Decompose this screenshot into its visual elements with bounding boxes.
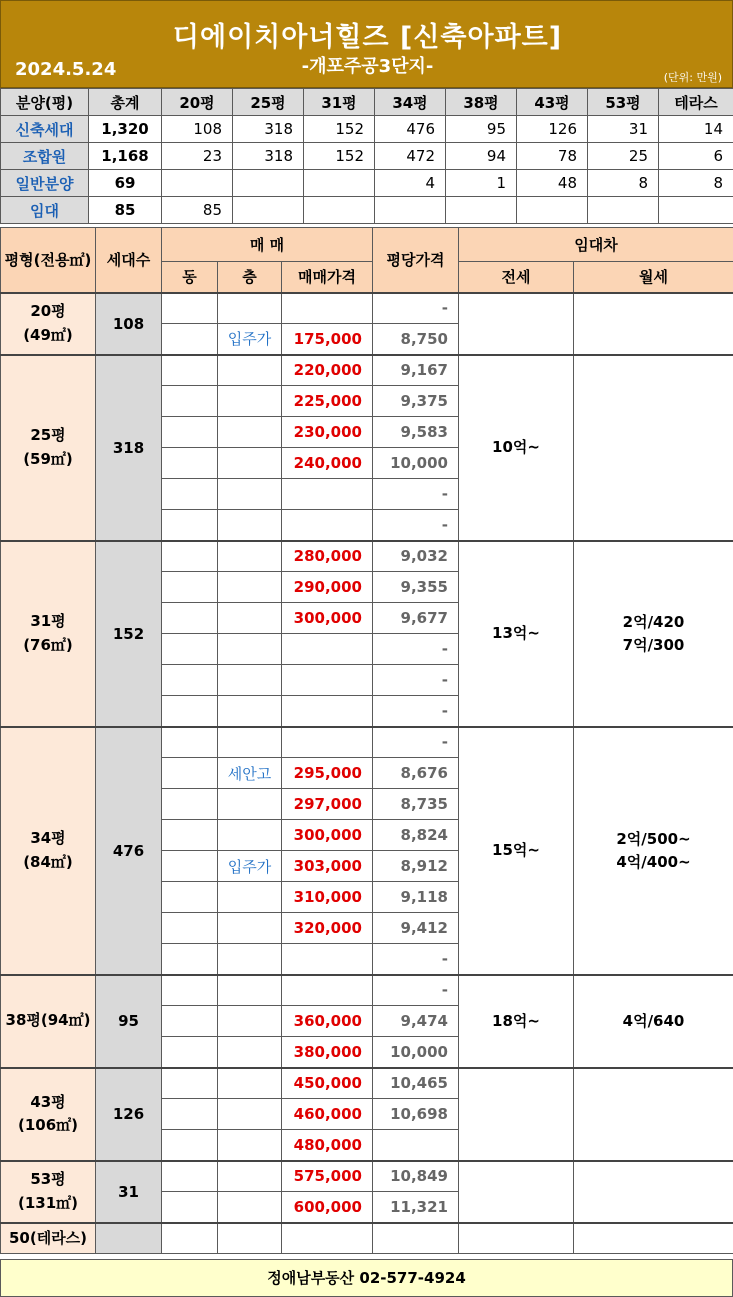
- unit-type-cell: 31평 (76㎡): [1, 541, 96, 727]
- sale-price-cell: [282, 696, 373, 727]
- summary-cell: [659, 197, 733, 224]
- summary-cell: 48: [517, 170, 588, 197]
- summary-cell: 78: [517, 143, 588, 170]
- summary-cell: [375, 197, 446, 224]
- per-pyeong-price-cell: 10,000: [373, 448, 459, 479]
- floor-cell: [218, 572, 282, 603]
- summary-cell: [517, 197, 588, 224]
- jeonse-cell: [459, 1161, 574, 1223]
- dong-cell: [162, 479, 218, 510]
- summary-row-label: 조합원: [1, 143, 89, 170]
- wolse-cell: [574, 1161, 733, 1223]
- summary-cell: [304, 170, 375, 197]
- dong-cell: [162, 789, 218, 820]
- per-pyeong-price-cell: 8,750: [373, 324, 459, 355]
- floor-cell: [218, 882, 282, 913]
- summary-cell: [233, 170, 304, 197]
- page-title: 디에이치아너힐즈 [신축아파트]: [172, 22, 563, 53]
- dong-cell: [162, 541, 218, 572]
- unit-type-cell: 50(테라스): [1, 1223, 96, 1254]
- summary-header-cell: 38평: [446, 89, 517, 116]
- per-pyeong-price-cell: 10,000: [373, 1037, 459, 1068]
- sale-price-cell: 240,000: [282, 448, 373, 479]
- sale-price-cell: 320,000: [282, 913, 373, 944]
- summary-cell: 476: [375, 116, 446, 143]
- floor-cell: 세안고: [218, 758, 282, 789]
- wolse-cell: 4억/640: [574, 975, 733, 1068]
- floor-cell: [218, 448, 282, 479]
- dong-cell: [162, 758, 218, 789]
- sale-price-cell: [282, 727, 373, 758]
- summary-cell: [588, 197, 659, 224]
- dong-cell: [162, 1161, 218, 1192]
- summary-row-label: 신축세대: [1, 116, 89, 143]
- dong-cell: [162, 386, 218, 417]
- unit-note: (단위: 만원): [663, 71, 722, 84]
- dong-cell: [162, 572, 218, 603]
- per-pyeong-price-cell: 8,735: [373, 789, 459, 820]
- household-count-cell: 95: [96, 975, 162, 1068]
- sale-price-cell: [282, 479, 373, 510]
- sale-price-cell: 175,000: [282, 324, 373, 355]
- unit-type-cell: 43평 (106㎡): [1, 1068, 96, 1161]
- summary-row-total: 85: [89, 197, 162, 224]
- summary-cell: 472: [375, 143, 446, 170]
- floor-cell: [218, 1099, 282, 1130]
- summary-cell: 6: [659, 143, 733, 170]
- jeonse-cell: [459, 1223, 574, 1254]
- dong-cell: [162, 1068, 218, 1099]
- floor-cell: [218, 293, 282, 324]
- jeonse-cell: 15억~: [459, 727, 574, 975]
- summary-header-cell: 31평: [304, 89, 375, 116]
- summary-row-total: 1,320: [89, 116, 162, 143]
- summary-cell: 94: [446, 143, 517, 170]
- per-pyeong-price-cell: 9,032: [373, 541, 459, 572]
- household-count-cell: [96, 1223, 162, 1254]
- summary-header-cell: 34평: [375, 89, 446, 116]
- sale-price-cell: 220,000: [282, 355, 373, 386]
- summary-header-cell: 테라스: [659, 89, 733, 116]
- dong-cell: [162, 417, 218, 448]
- sale-price-cell: [282, 665, 373, 696]
- per-pyeong-price-cell: [373, 1130, 459, 1161]
- sale-price-cell: 380,000: [282, 1037, 373, 1068]
- per-pyeong-price-cell: 9,167: [373, 355, 459, 386]
- floor-cell: [218, 944, 282, 975]
- dong-cell: [162, 324, 218, 355]
- table-row: [1, 1223, 733, 1254]
- per-pyeong-price-cell: -: [373, 665, 459, 696]
- per-pyeong-price-cell: -: [373, 634, 459, 665]
- floor-cell: 입주가: [218, 851, 282, 882]
- dong-cell: [162, 1037, 218, 1068]
- wolse-cell: 2억/500~ 4억/400~: [574, 727, 733, 975]
- per-pyeong-price-cell: -: [373, 293, 459, 324]
- per-pyeong-price-cell: 8,824: [373, 820, 459, 851]
- dong-cell: [162, 851, 218, 882]
- dong-cell: [162, 355, 218, 386]
- sale-price-cell: 480,000: [282, 1130, 373, 1161]
- summary-cell: 152: [304, 143, 375, 170]
- dong-cell: [162, 913, 218, 944]
- wolse-cell: 2억/420 7억/300: [574, 541, 733, 727]
- jeonse-cell: 10억~: [459, 355, 574, 541]
- wolse-cell: [574, 1223, 733, 1254]
- sale-price-cell: 310,000: [282, 882, 373, 913]
- dong-cell: [162, 510, 218, 541]
- jeonse-cell: 13억~: [459, 541, 574, 727]
- summary-row-label: 임대: [1, 197, 89, 224]
- summary-header-cell: 20평: [162, 89, 233, 116]
- floor-cell: [218, 1192, 282, 1223]
- sale-price-cell: 600,000: [282, 1192, 373, 1223]
- table-row: [1, 293, 733, 324]
- footer-contact: 정애남부동산 02-577-4924: [0, 1259, 733, 1297]
- sale-price-cell: 460,000: [282, 1099, 373, 1130]
- jeonse-cell: [459, 1068, 574, 1161]
- sale-price-cell: [282, 634, 373, 665]
- per-pyeong-price-cell: 8,676: [373, 758, 459, 789]
- floor-cell: [218, 603, 282, 634]
- summary-row: [1, 197, 733, 224]
- dong-cell: [162, 634, 218, 665]
- dong-cell: [162, 1099, 218, 1130]
- summary-cell: 126: [517, 116, 588, 143]
- floor-cell: [218, 789, 282, 820]
- dong-cell: [162, 975, 218, 1006]
- per-pyeong-price-cell: 11,321: [373, 1192, 459, 1223]
- col-header-floor: 층: [218, 262, 282, 293]
- floor-cell: [218, 696, 282, 727]
- per-pyeong-price-cell: [373, 1223, 459, 1254]
- col-header-jeonse: 전세: [459, 262, 574, 293]
- summary-row: [1, 116, 733, 143]
- summary-cell: 95: [446, 116, 517, 143]
- summary-header-cell: 분양(평): [1, 89, 89, 116]
- floor-cell: [218, 634, 282, 665]
- sale-price-cell: 360,000: [282, 1006, 373, 1037]
- summary-header-cell: 43평: [517, 89, 588, 116]
- col-header-wolse: 월세: [574, 262, 733, 293]
- floor-cell: [218, 913, 282, 944]
- household-count-cell: 476: [96, 727, 162, 975]
- col-header-type: 평형(전용㎡): [1, 228, 96, 293]
- dong-cell: [162, 1130, 218, 1161]
- floor-cell: [218, 1223, 282, 1254]
- dong-cell: [162, 944, 218, 975]
- dong-cell: [162, 1006, 218, 1037]
- supply-summary-table: [0, 88, 733, 224]
- per-pyeong-price-cell: 9,355: [373, 572, 459, 603]
- summary-cell: 85: [162, 197, 233, 224]
- sale-price-cell: 230,000: [282, 417, 373, 448]
- dong-cell: [162, 820, 218, 851]
- sale-price-cell: 297,000: [282, 789, 373, 820]
- floor-cell: [218, 386, 282, 417]
- dong-cell: [162, 293, 218, 324]
- col-header-count: 세대수: [96, 228, 162, 293]
- summary-cell: 8: [588, 170, 659, 197]
- summary-cell: 8: [659, 170, 733, 197]
- summary-cell: 318: [233, 116, 304, 143]
- sale-price-cell: [282, 510, 373, 541]
- summary-cell: 23: [162, 143, 233, 170]
- per-pyeong-price-cell: 9,474: [373, 1006, 459, 1037]
- per-pyeong-price-cell: 9,677: [373, 603, 459, 634]
- summary-cell: [304, 197, 375, 224]
- per-pyeong-price-cell: 9,375: [373, 386, 459, 417]
- per-pyeong-price-cell: 9,412: [373, 913, 459, 944]
- price-table: [0, 227, 733, 1254]
- table-row: [1, 1068, 733, 1099]
- summary-cell: 14: [659, 116, 733, 143]
- sale-price-cell: [282, 1223, 373, 1254]
- col-header-per-pyeong: 평당가격: [373, 228, 459, 293]
- sale-price-cell: [282, 293, 373, 324]
- table-row: [1, 975, 733, 1006]
- unit-type-cell: 53평 (131㎡): [1, 1161, 96, 1223]
- report-date: 2024.5.24: [15, 59, 117, 80]
- floor-cell: [218, 1068, 282, 1099]
- summary-cell: 108: [162, 116, 233, 143]
- summary-row: [1, 170, 733, 197]
- table-row: [1, 541, 733, 572]
- summary-cell: 318: [233, 143, 304, 170]
- summary-row-total: 69: [89, 170, 162, 197]
- per-pyeong-price-cell: -: [373, 510, 459, 541]
- summary-cell: 31: [588, 116, 659, 143]
- col-header-dong: 동: [162, 262, 218, 293]
- floor-cell: [218, 975, 282, 1006]
- sale-price-cell: 280,000: [282, 541, 373, 572]
- summary-header-cell: 25평: [233, 89, 304, 116]
- summary-cell: 1: [446, 170, 517, 197]
- per-pyeong-price-cell: -: [373, 696, 459, 727]
- col-header-sale-price: 매매가격: [282, 262, 373, 293]
- sale-price-cell: 575,000: [282, 1161, 373, 1192]
- wolse-cell: [574, 293, 733, 355]
- per-pyeong-price-cell: 10,465: [373, 1068, 459, 1099]
- summary-header-row: [1, 89, 733, 116]
- household-count-cell: 318: [96, 355, 162, 541]
- per-pyeong-price-cell: 9,583: [373, 417, 459, 448]
- dong-cell: [162, 882, 218, 913]
- unit-type-cell: 34평 (84㎡): [1, 727, 96, 975]
- per-pyeong-price-cell: -: [373, 975, 459, 1006]
- unit-type-cell: 38평(94㎡): [1, 975, 96, 1068]
- summary-cell: [233, 197, 304, 224]
- floor-cell: [218, 479, 282, 510]
- sale-price-cell: 300,000: [282, 603, 373, 634]
- wolse-cell: [574, 355, 733, 541]
- per-pyeong-price-cell: 10,849: [373, 1161, 459, 1192]
- dong-cell: [162, 1223, 218, 1254]
- table-row: [1, 355, 733, 386]
- floor-cell: [218, 820, 282, 851]
- table-row: [1, 1161, 733, 1192]
- sale-price-cell: 303,000: [282, 851, 373, 882]
- floor-cell: [218, 1130, 282, 1161]
- col-header-sale: 매 매: [162, 228, 373, 262]
- summary-row: [1, 143, 733, 170]
- per-pyeong-price-cell: -: [373, 944, 459, 975]
- dong-cell: [162, 448, 218, 479]
- jeonse-cell: [459, 293, 574, 355]
- sale-price-cell: 290,000: [282, 572, 373, 603]
- per-pyeong-price-cell: 9,118: [373, 882, 459, 913]
- household-count-cell: 108: [96, 293, 162, 355]
- household-count-cell: 126: [96, 1068, 162, 1161]
- summary-cell: [162, 170, 233, 197]
- sale-price-cell: 300,000: [282, 820, 373, 851]
- dong-cell: [162, 696, 218, 727]
- jeonse-cell: 18억~: [459, 975, 574, 1068]
- dong-cell: [162, 727, 218, 758]
- floor-cell: [218, 727, 282, 758]
- summary-cell: 152: [304, 116, 375, 143]
- summary-header-cell: 총계: [89, 89, 162, 116]
- floor-cell: [218, 1161, 282, 1192]
- page-subtitle: -개포주공3단지-: [301, 56, 434, 77]
- sale-price-cell: [282, 944, 373, 975]
- summary-row-label: 일반분양: [1, 170, 89, 197]
- per-pyeong-price-cell: 8,912: [373, 851, 459, 882]
- col-header-rental: 임대차: [459, 228, 733, 262]
- floor-cell: [218, 541, 282, 572]
- sale-price-cell: 225,000: [282, 386, 373, 417]
- floor-cell: [218, 1006, 282, 1037]
- summary-cell: 25: [588, 143, 659, 170]
- sale-price-cell: 450,000: [282, 1068, 373, 1099]
- household-count-cell: 152: [96, 541, 162, 727]
- floor-cell: [218, 665, 282, 696]
- report-header: [0, 0, 733, 88]
- summary-cell: 4: [375, 170, 446, 197]
- unit-type-cell: 25평 (59㎡): [1, 355, 96, 541]
- per-pyeong-price-cell: -: [373, 479, 459, 510]
- unit-type-cell: 20평 (49㎡): [1, 293, 96, 355]
- dong-cell: [162, 603, 218, 634]
- dong-cell: [162, 1192, 218, 1223]
- wolse-cell: [574, 1068, 733, 1161]
- dong-cell: [162, 665, 218, 696]
- sale-price-cell: [282, 975, 373, 1006]
- per-pyeong-price-cell: -: [373, 727, 459, 758]
- household-count-cell: 31: [96, 1161, 162, 1223]
- sale-price-cell: 295,000: [282, 758, 373, 789]
- floor-cell: 입주가: [218, 324, 282, 355]
- summary-cell: [446, 197, 517, 224]
- summary-row-total: 1,168: [89, 143, 162, 170]
- floor-cell: [218, 355, 282, 386]
- floor-cell: [218, 510, 282, 541]
- floor-cell: [218, 417, 282, 448]
- per-pyeong-price-cell: 10,698: [373, 1099, 459, 1130]
- summary-header-cell: 53평: [588, 89, 659, 116]
- table-row: [1, 727, 733, 758]
- floor-cell: [218, 1037, 282, 1068]
